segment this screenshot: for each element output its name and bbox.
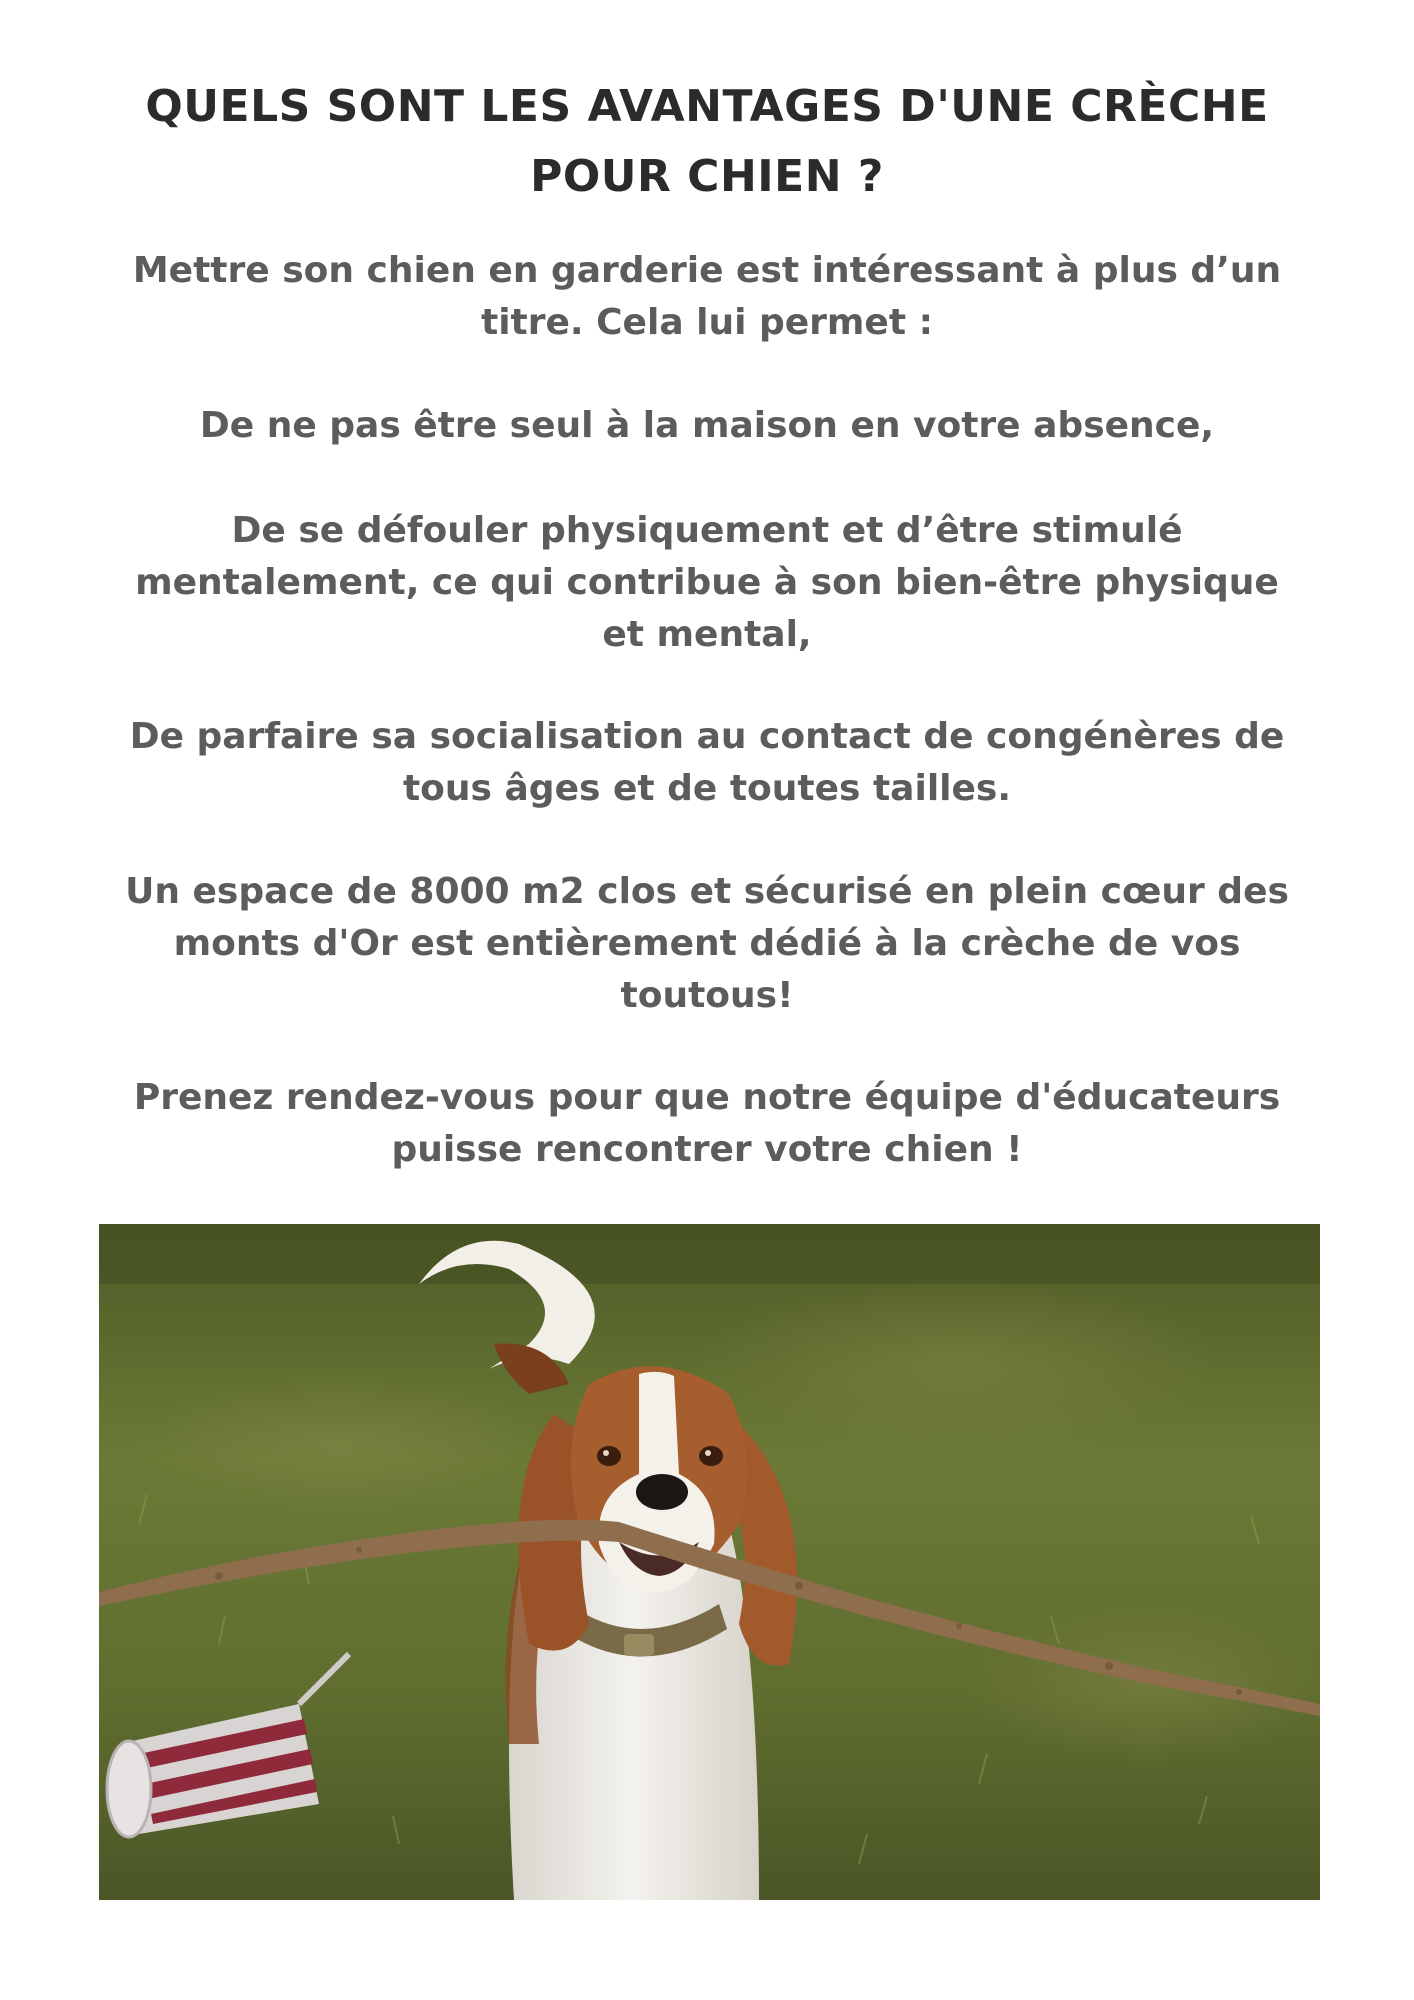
intro-paragraph: Mettre son chien en garderie est intéressant à plus d’un titre. Cela lui permet : xyxy=(132,250,1282,343)
benefit-exercise: De se défouler physiquement et d’être stimulé mentalement, ce qui contribue à son bien-être physique et mental, xyxy=(135,510,1279,655)
call-to-action: Prenez rendez-vous pour que notre équipe d'éducateurs puisse rencontrer votre chien ! xyxy=(133,1077,1281,1170)
dog-eye-left xyxy=(597,1446,621,1466)
space-description: Un espace de 8000 m2 clos et sécurisé en plein cœur des monts d'Or est entièrement dédié à la crèche de vos toutous! xyxy=(125,871,1289,1016)
benefit-socialisation: De parfaire sa socialisation au contact de congénères de tous âges et de toutes tailles. xyxy=(129,716,1285,809)
benefit-not-alone: De ne pas être seul à la maison en votre absence, xyxy=(199,405,1215,446)
page-title: QUELS SONT LES AVANTAGES D'UNE CRÈCHE POUR CHIEN ? xyxy=(145,81,1269,202)
dog-eye-right xyxy=(699,1446,723,1466)
dog-nose xyxy=(636,1474,688,1510)
dog-photo xyxy=(99,1224,1320,1900)
